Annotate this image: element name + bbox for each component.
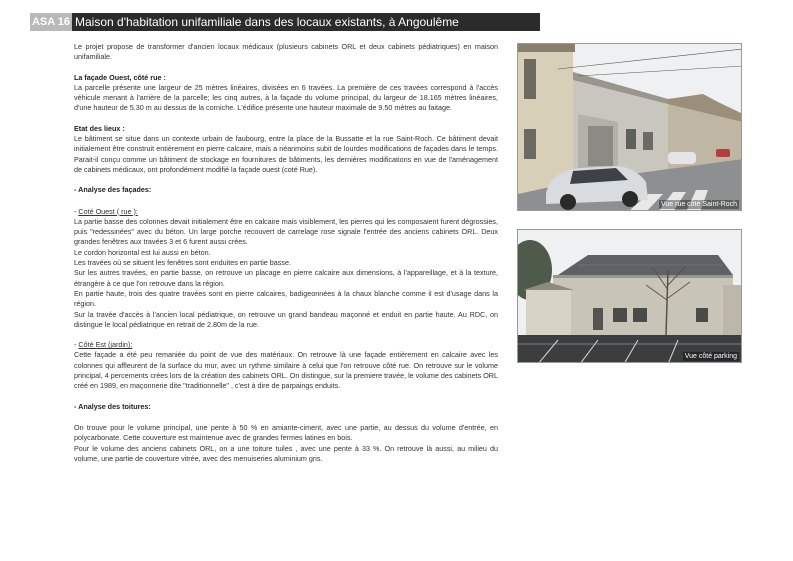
- project-code: ASA 16: [30, 13, 72, 31]
- cote-ouest-line: Sur les autres travées, en partie basse, on retrouve un placage en pierre calcaire aux dimensions, à l'appareillage, et à la texture, étrangère à ce que l'on retrouve dans la région.: [74, 268, 498, 288]
- cote-est-heading: - Côté Est (jardin):: [74, 340, 133, 350]
- cote-ouest-heading: - Coté Ouest ( rue ):: [74, 206, 138, 216]
- cote-ouest-label: Coté Ouest ( rue ):: [78, 206, 138, 216]
- parking-photo-image: [518, 230, 742, 363]
- parking-photo: [517, 229, 742, 363]
- cote-ouest-line: La partie basse des colonnes devait initialement être en calcaire mais visiblement, les pierres qui les composaient furent dégrossies, puis "redessinées" avec du béton. Un large porche recouvert de carrelage rose signale l'entrée des anciens cabinets ORL. Deux grandes fenêtres aux travées 3 et 6 furent aussi crées.: [74, 216, 498, 247]
- analyse-facades-heading: - Analyse des façades:: [74, 185, 152, 195]
- etat-paragraph: Le bâtiment se situe dans un contexte urbain de faubourg, entre la place de la Bussatte et la rue Saint-Roch. Ce bâtiment devait initialement être construit entièrement en pierre calcaire, mais a néanmoins subit de lourdes modifications de façades dans le temps. Parait-il conçu comme un bâtiment de stockage en fournitures de bâtiments, les dernières modifications en vue de l'aménagement de cabinets médicaux, ont profondément modifié la façade ouest (coté Rue).: [74, 134, 498, 174]
- street-photo-image: [518, 44, 742, 211]
- facade-ouest-paragraph: La parcelle présente une largeur de 25 mètres linéaires, divisées en 6 travées. La première de ces travées correspond à l'accès véhicule menant à l'arrière de la parcelle; les cinq autres, à la façade du volume principal, du largeur de 18.165 mètres linéaires, d'une hauteur de 5.30 m au dessus de la corniche. L'édifice présente une hauteur maximale de 9.50 mètres au faitage.: [74, 82, 498, 113]
- cote-est-paragraph: Cette façade a été peu remaniée du point de vue des matériaux. On retrouve là une façade entièrement en calcaire avec les colonnes qui affleurent de la surface du mur, avec un rythme similaire à celui que l'on retrouve côté rue. On retrouve sur le volume principal, 4 percements crées lors de la création des cabinets ORL. On distingue, sur la premiere travée, le volume des cabinets ORL créé en 1989, en maçonnerie dite "traditionnelle" , c'est à dire de parpaings enduits.: [74, 350, 498, 391]
- cote-ouest-line: Le cordon horizontal est lui aussi en béton.: [74, 247, 211, 257]
- intro-paragraph: Le projet propose de transformer d'ancien locaux médicaux (plusieurs cabinets ORL et deux cabinets pédiatriques) en maison unifamiliale.: [74, 42, 498, 62]
- toitures-line: On trouve pour le volume principal, une pente à 50 % en amiante-ciment, avec une partie, au dessus du volume d'entrée, en polycarbonate. Cette couverture est maintenue avec de grandes fermes latines en bois.: [74, 422, 498, 443]
- facade-ouest-heading: La façade Ouest, côté rue :: [74, 72, 166, 82]
- etat-heading: Etat des lieux :: [74, 123, 125, 133]
- analyse-toitures-heading: - Analyse des toitures:: [74, 401, 151, 411]
- cote-ouest-line: Sur la travée d'accès à l'ancien local pédiatrique, on retrouve un grand bandeau maçonné et enduit en partie haute. Au RDC, on distingue le local pédiatrique en retrait de 2.80m de la rue.: [74, 309, 498, 329]
- header-bar: [30, 13, 540, 31]
- street-photo: [517, 43, 742, 211]
- cote-ouest-line: Les travées où se situent les fenêtres sont enduites en partie basse.: [74, 258, 291, 268]
- parking-photo-caption: Vue côté parking: [684, 353, 737, 360]
- cote-ouest-line: En partie haute, trois des quatre travées sont en pierre calcaires, badigeonnées à la chaux blanche comme il est d'usage dans la région.: [74, 288, 498, 309]
- street-photo-caption: Vue rue côté Saint-Roch: [660, 201, 737, 208]
- page-title: Maison d'habitation unifamiliale dans des locaux existants, à Angoulême: [75, 15, 459, 29]
- cote-est-label: Côté Est (jardin):: [78, 340, 133, 350]
- text-column: [74, 42, 498, 464]
- toitures-line: Pour le volume des anciens cabinets ORL, on a une toiture tuiles , avec une pente à 33 %. On retrouve là aussi, au milieu du volume, une partie de couverture vitrée, avec des menuiseries aluminium gris.: [74, 443, 498, 463]
